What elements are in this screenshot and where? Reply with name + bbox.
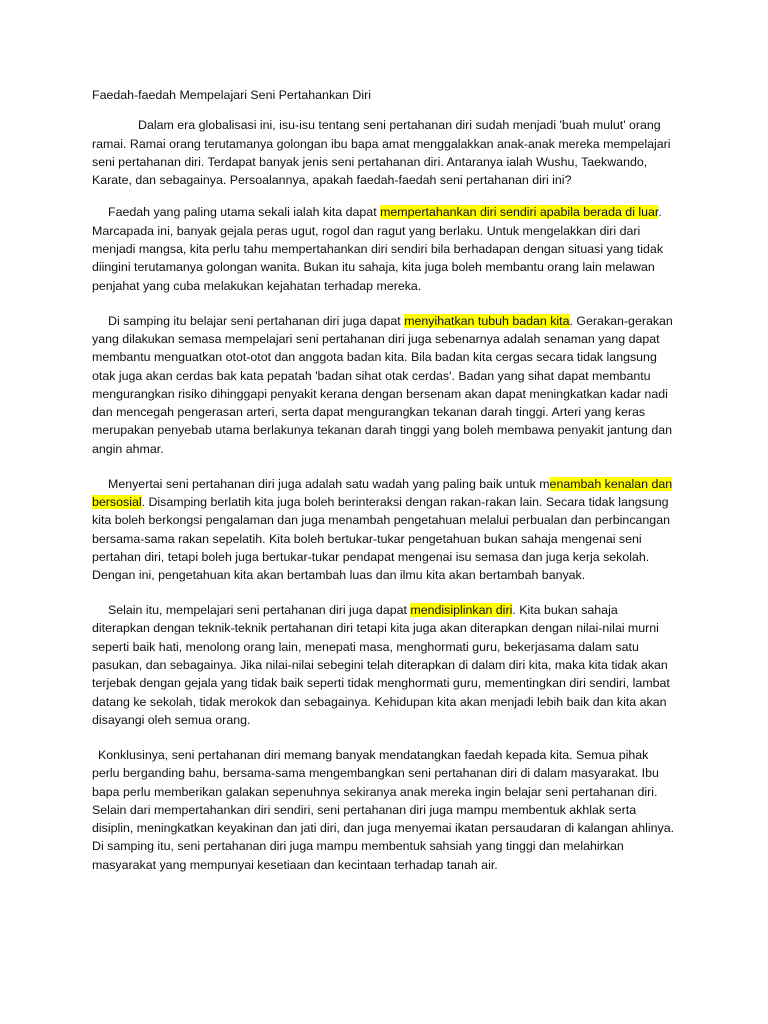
highlighted-phrase: mempertahankan diri sendiri apabila berada di luar xyxy=(380,205,659,220)
highlighted-phrase: enambah kenalan dan bersosial xyxy=(92,476,673,510)
paragraph-text: Di samping itu belajar seni pertahanan diri juga dapat xyxy=(108,313,405,328)
paragraph-text: Selain itu, mempelajari seni pertahanan diri juga dapat xyxy=(108,603,411,618)
paragraph-text: Dalam era globalisasi ini, isu-isu tentang seni pertahanan diri sudah menjadi 'buah mulut' orang ramai. Ramai orang terutamanya golongan ibu bapa amat menggalakkan anak-anak mereka mempelajari seni pertahanan diri. Terdapat banyak jenis seni pertahanan diri. Antaranya ialah Wushu, Taekwando, Karate, dan sebagainya. Persoalannya, apakah faedah-faedah seni pertahanan diri ini? xyxy=(92,118,671,188)
paragraph-intro xyxy=(92,116,676,189)
paragraph-text: . Marcapada ini, banyak gejala peras ugut, rogol dan ragut yang berlaku. Untuk mengelakkan diri dari menjadi mangsa, kita perlu tahu mempertahankan diri sendiri bila berhadapan dengan situasi yang tidak diingini terutamanya golongan wanita. Bukan itu sahaja, kita juga boleh membantu orang lain melawan penjahat yang cuba melakukan kejahatan terhadap mereka. xyxy=(92,205,664,293)
paragraph-text: Menyertai seni pertahanan diri juga adalah satu wadah yang paling baik untuk m xyxy=(108,476,550,491)
paragraph-discipline xyxy=(92,601,676,729)
paragraph-social xyxy=(92,475,676,585)
document-title: Faedah-faedah Mempelajari Seni Pertahankan Diri xyxy=(92,88,371,102)
paragraph-text: Faedah yang paling utama sekali ialah kita dapat xyxy=(108,205,381,220)
highlighted-phrase: mendisiplinkan diri xyxy=(410,603,513,618)
paragraph-text: . Gerakan-gerakan yang dilakukan semasa mempelajari seni pertahanan diri juga sebenarnya adalah senaman yang dapat membantu menguatkan otot-otot dan anggota badan kita. Bila badan kita cergas secara tidak langsung otak juga akan cerdas bak kata pepatah 'badan sihat otak cerdas'. Badan yang sihat dapat membantu mengurangkan risiko dihinggapi penyakit kerana dengan bersenam akan dapat meningkatkan kadar nadi dan mencegah pengerasan arteri, serta dapat mengurangkan tekanan darah tinggi. Arteri yang keras merupakan penyebab utama berlakunya tekanan darah tinggi yang boleh membawa penyakit jantung dan angin ahmar. xyxy=(92,313,673,456)
paragraph-self-defense xyxy=(92,203,676,294)
paragraph-text: . Disamping berlatih kita juga boleh berinteraksi dengan rakan-rakan lain. Secara tidak langsung kita boleh berkongsi pengalaman dan juga menambah pengetahuan melalui perbualan dan perbincangan bersama-sama rakan sepelatih. Kita boleh bertukar-tukar pengetahuan bukan sahaja mengenai seni pertahan diri, tetapi boleh juga bertukar-tukar pendapat mengenai isu semasa dan juga kerja sekolah. Dengan ini, pengetahuan kita akan bertambah luas dan ilmu kita akan bertambah banyak. xyxy=(92,495,670,583)
highlighted-phrase: menyihatkan tubuh badan kita xyxy=(404,313,570,328)
paragraph-health xyxy=(92,312,676,458)
paragraph-conclusion xyxy=(92,746,676,874)
paragraph-text: . Kita bukan sahaja diterapkan dengan teknik-teknik pertahanan diri tetapi kita juga akan diterapkan dengan nilai-nilai murni seperti baik hati, menolong orang lain, menepati masa, menghormati guru, bekerjasama dalam satu pasukan, dan sebagainya. Jika nilai-nilai sebegini telah diterapkan di dalam diri kita, maka kita tidak akan terjebak dengan gejala yang tidak baik seperti tidak menghormati guru, mementingkan diri sendiri, lambat datang ke sekolah, tidak merokok dan sebagainya. Kehidupan kita akan menjadi lebih baik dan kita akan disayangi oleh semua orang. xyxy=(92,603,670,727)
paragraph-text: Konklusinya, seni pertahanan diri memang banyak mendatangkan faedah kepada kita. Semua pihak perlu berganding bahu, bersama-sama mengembangkan seni pertahanan diri di dalam masyarakat. Ibu bapa perlu memberikan galakan sepenuhnya sekiranya anak mereka ingin belajar seni pertahanan diri. Selain dari mempertahankan diri sendiri, seni pertahanan diri juga mampu membentuk akhlak serta disiplin, meningkatkan keyakinan dan jati diri, dan juga menyemai ikatan persaudaran di kalangan ahlinya. Di samping itu, seni pertahanan diri juga mampu membentuk sahsiah yang tinggi dan melahirkan masyarakat yang mempunyai kesetiaan dan kecintaan terhadap tanah air. xyxy=(92,747,675,872)
